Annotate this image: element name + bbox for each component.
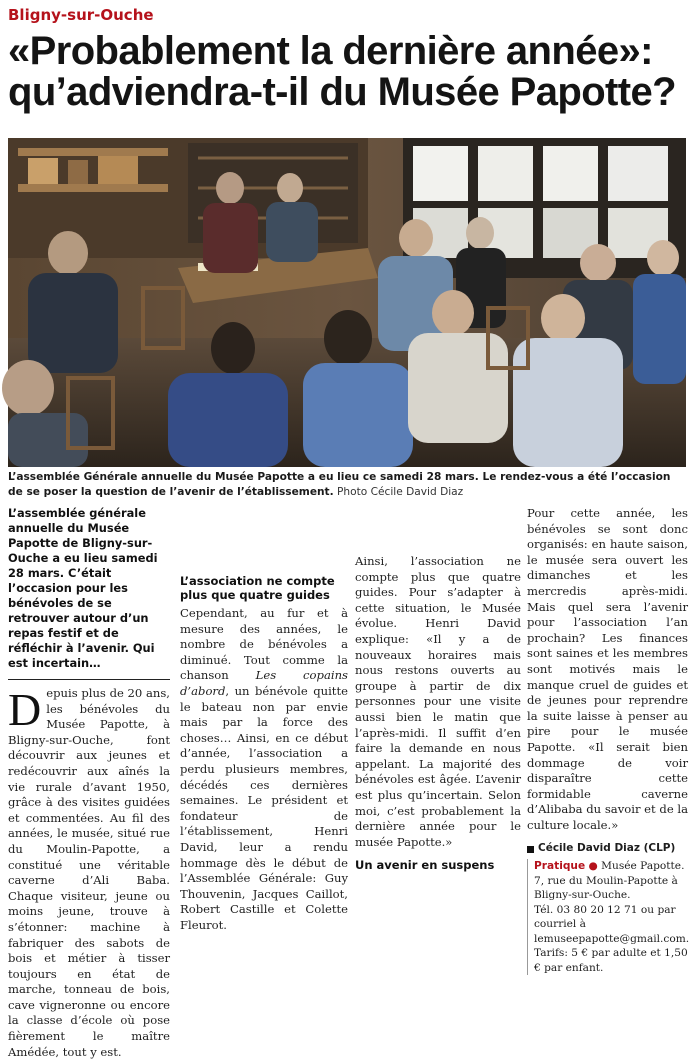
drop-cap: D (8, 684, 42, 735)
column-4 (527, 506, 688, 975)
column-3 (355, 506, 521, 876)
headline-line-1: «Probablement la dernière année»: (8, 29, 653, 73)
photo-caption (8, 470, 688, 500)
subhead-future: Un avenir en suspens (355, 858, 495, 873)
practical-box (527, 859, 688, 975)
headline (8, 31, 688, 113)
para2-after: , un bénévole quitte le bateau non par envie mais par la force des choses… Ainsi, en ce début d’année, l’association a perdu plusieurs membres, décédés ces dernières semaines. Le président et fondateur de l’établissement, Henri David, leur a rendu hommage dès le début de l’Assemblée Générale: Guy Thouvenin, Jacques Caillot, Robert Castille et Colette Fleurot. (180, 683, 348, 932)
article-photo (8, 138, 686, 467)
chapeau (8, 506, 170, 686)
para2-before: Cependant, au fur et à mesure des années, le nombre de bénévoles a diminué. Tout comme la chanson (180, 606, 348, 683)
bullet-icon: ● (588, 860, 598, 873)
chapeau-text: L’assemblée générale annuelle du Musée Papotte de Bligny-sur-Ouche a eu lieu samedi 28 mars. C’était l’occasion pour les bénévoles de se retrouver autour d’un repas festif et de réfléchir à l’avenir. Qui est incertain… (8, 506, 158, 670)
author-name: Cécile David Diaz (CLP) (538, 842, 676, 855)
kicker: Bligny-sur-Ouche (8, 6, 154, 24)
intro-paragraph (8, 686, 170, 1060)
photo-illustration (8, 138, 686, 467)
column-1 (8, 506, 170, 1060)
subhead-guides: L’association ne compte plus que quatre guides (180, 574, 335, 602)
caption-text: L’assemblée Générale annuelle du Musée Papotte a eu lieu ce samedi 28 mars. Le rendez-vous a été l’occasion de se poser la question de l’avenir de l’établissement. (8, 471, 671, 498)
para3: Ainsi, l’association ne compte plus que quatre guides. Pour s’adapter à cette situation, le Musée évolue. Henri David explique: «Il y a de nouveaux horaires mais nous restons ouverts au groupe à partir de dix personnes pour une visite aussi bien le matin que l’après-midi. Il suffit d’en faire la demande en nous appelant. La majorité des bénévoles est âgée. L’avenir est plus qu’incertain. Selon moi, c’est probablement la dernière année pour le musée Papotte.» (355, 554, 521, 849)
author-square-icon (527, 846, 534, 853)
para2 (180, 606, 348, 933)
song-title: Les copains d’abord (180, 668, 348, 698)
practical-address: Musée Papotte. 7, rue du Moulin-Papotte à Bligny-sur-Ouche. (534, 860, 685, 902)
headline-line-2: qu’adviendra-t-il du Musée Papotte? (8, 70, 676, 114)
column-2 (180, 506, 348, 933)
author-line (527, 841, 688, 857)
para1-text: epuis plus de 20 ans, les bénévoles du Musée Papotte, à Bligny-sur-Ouche, font découvrir aux jeunes et redécouvrir aux aînés la vie rurale d’avant 1950, grâce à des visites guidées et commentées. Au fil des années, le musée, situé rue du Moulin-Papotte, a constitué une véritable caverne d’Ali Baba. Chaque visiteur, jeune ou moins jeune, trouve à s’étonner: machine à fabriquer des sabots de bois et métier à tisser toujours en état de marche, tonneau de bois, cave vigneronne ou encore la classe d’école où pose fièrement le maître Amédée, tout y est. (8, 686, 170, 1059)
photo-credit: Photo Cécile David Diaz (337, 486, 464, 498)
para4: Pour cette année, les bénévoles se sont donc organisés: en haute saison, le musée sera ouvert les dimanches et les mercredis après-midi. Mais quel sera l’avenir pour l’association l’an prochain? Les finances sont saines et les membres sont motivés mais le manque cruel de guides et de jeunes pour reprendre la suite laisse à penser au pire pour le musée Papotte. «Il serait bien dommage de voir disparaître cette formidable caverne d’Alibaba du savoir et de la culture locale.» (527, 506, 688, 832)
practical-tag: Pratique (534, 860, 586, 873)
practical-contact: Tél. 03 80 20 12 71 ou par courriel à lemuseepapotte@gmail.com. Tarifs: 5 € par adulte et 1,50 € par enfant. (534, 903, 690, 974)
